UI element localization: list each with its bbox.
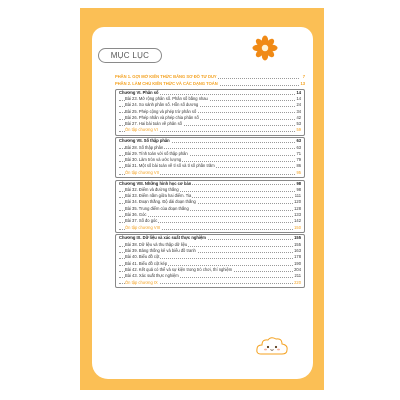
lesson-page: 190	[294, 260, 301, 266]
chapter-box-8	[115, 180, 305, 233]
table-of-contents	[115, 74, 305, 288]
lesson-label: Bài 23. Mở rộng phân số. Phân số bằng nhau	[125, 95, 208, 101]
page-title: MỤC LỤC	[98, 48, 162, 63]
lesson-page: 34	[296, 108, 301, 114]
lesson-label: Bài 41. Biểu đồ cột kép	[125, 260, 168, 266]
toc-part-2[interactable]	[115, 81, 305, 88]
chapter-page: 98	[296, 180, 301, 186]
lesson-label: Bài 35. Trung điểm của đoạn thẳng	[125, 205, 189, 211]
part-label: PHẦN 2. LÀM CHỦ KIẾN THỨC VÀ CÁC DẠNG TOÁN	[115, 80, 218, 86]
toc-part-1[interactable]	[115, 74, 305, 81]
lesson-page: 24	[296, 102, 301, 108]
chapter-box-7	[115, 137, 305, 178]
lesson-page: 163	[294, 248, 301, 254]
lesson-page: 155	[294, 241, 301, 247]
lesson-label: Bài 37. Số đo góc	[125, 218, 158, 224]
lesson-label: Bài 39. Bảng thống kê và biểu đồ tranh	[125, 248, 196, 254]
chapter-page: 14	[296, 89, 301, 95]
lesson-page: 42	[296, 114, 301, 120]
lesson-label: Bài 25. Phép cộng và phép trừ phân số	[125, 108, 197, 114]
lesson-label: Bài 43. Xác suất thực nghiệm	[125, 273, 179, 279]
lesson-label: Bài 34. Đoạn thẳng. Độ dài đoạn thẳng	[125, 199, 196, 205]
review-row[interactable]	[119, 225, 301, 231]
chapter-title: Chương VI. Phân số	[119, 89, 159, 95]
lesson-label: Bài 31. Một số bài toán về tỉ số và tỉ số phần trăm	[125, 163, 215, 169]
chapter-title: Chương IX. Dữ liệu và xác suất thực nghiệm	[119, 235, 206, 241]
lesson-label: Bài 26. Phép nhân và phép chia phân số	[125, 114, 199, 120]
review-page: 59	[296, 127, 301, 133]
lesson-page: 178	[294, 254, 301, 260]
chapter-title: Chương VIII. Những hình học cơ bản	[119, 180, 192, 186]
review-row[interactable]	[119, 170, 301, 176]
lesson-label: Bài 33. Điểm nằm giữa hai điểm. Tia	[125, 193, 192, 199]
review-page: 220	[294, 279, 301, 285]
lesson-label: Bài 30. Làm tròn và ước lượng	[125, 157, 182, 163]
lesson-page: 53	[296, 121, 301, 127]
lesson-page: 63	[296, 144, 301, 150]
lesson-label: Bài 32. Điểm và đường thẳng	[125, 186, 179, 192]
lesson-label: Bài 42. Kết quả có thể và sự kiện trong trò chơi, thí nghiệm	[125, 266, 233, 272]
review-label: Ôn tập chương VI	[125, 127, 158, 133]
review-page: 150	[294, 224, 301, 230]
review-page: 95	[296, 169, 301, 175]
chapter-page: 63	[296, 138, 301, 144]
review-label: Ôn tập chương VII	[125, 169, 159, 175]
lesson-label: Bài 36. Góc	[125, 212, 147, 218]
lesson-page: 86	[296, 163, 301, 169]
review-row[interactable]	[119, 127, 301, 133]
lesson-page: 98	[296, 186, 301, 192]
lesson-label: Bài 28. Số thập phân	[125, 144, 164, 150]
lesson-page: 133	[294, 212, 301, 218]
lesson-label: Bài 29. Tính toán với số thập phân	[125, 150, 188, 156]
cloud-mascot-icon	[255, 335, 289, 357]
flower-icon	[252, 35, 278, 61]
chapter-box-9	[115, 234, 305, 287]
review-label: Ôn tập chương IX	[125, 279, 158, 285]
chapter-page: 155	[294, 235, 301, 241]
lesson-page: 111	[294, 193, 301, 199]
chapter-box-6	[115, 89, 305, 136]
lesson-label: Bài 27. Hai bài toán về phân số	[125, 121, 182, 127]
review-label: Ôn tập chương VIII	[125, 224, 161, 230]
lesson-page: 211	[294, 273, 301, 279]
part-page: 7	[302, 74, 305, 79]
lesson-page: 142	[294, 218, 301, 224]
lesson-page: 71	[296, 150, 301, 156]
part-label: PHẦN 1. GỢI MỞ KIẾN THỨC BẰNG SƠ ĐỒ TƯ DUY	[115, 74, 217, 79]
lesson-page: 204	[294, 266, 301, 272]
lesson-page: 14	[296, 95, 301, 101]
lesson-page: 79	[296, 157, 301, 163]
lesson-label: Bài 40. Biểu đồ cột	[125, 254, 160, 260]
part-page: 13	[300, 80, 305, 86]
lesson-label: Bài 38. Dữ liệu và thu thập dữ liệu	[125, 241, 188, 247]
chapter-title: Chương VII. Số thập phân	[119, 138, 170, 144]
lesson-label: Bài 24. So sánh phân số. Hỗn số dương	[125, 102, 199, 108]
lesson-page: 128	[294, 205, 301, 211]
review-row[interactable]	[119, 280, 301, 286]
lesson-page: 120	[294, 199, 301, 205]
